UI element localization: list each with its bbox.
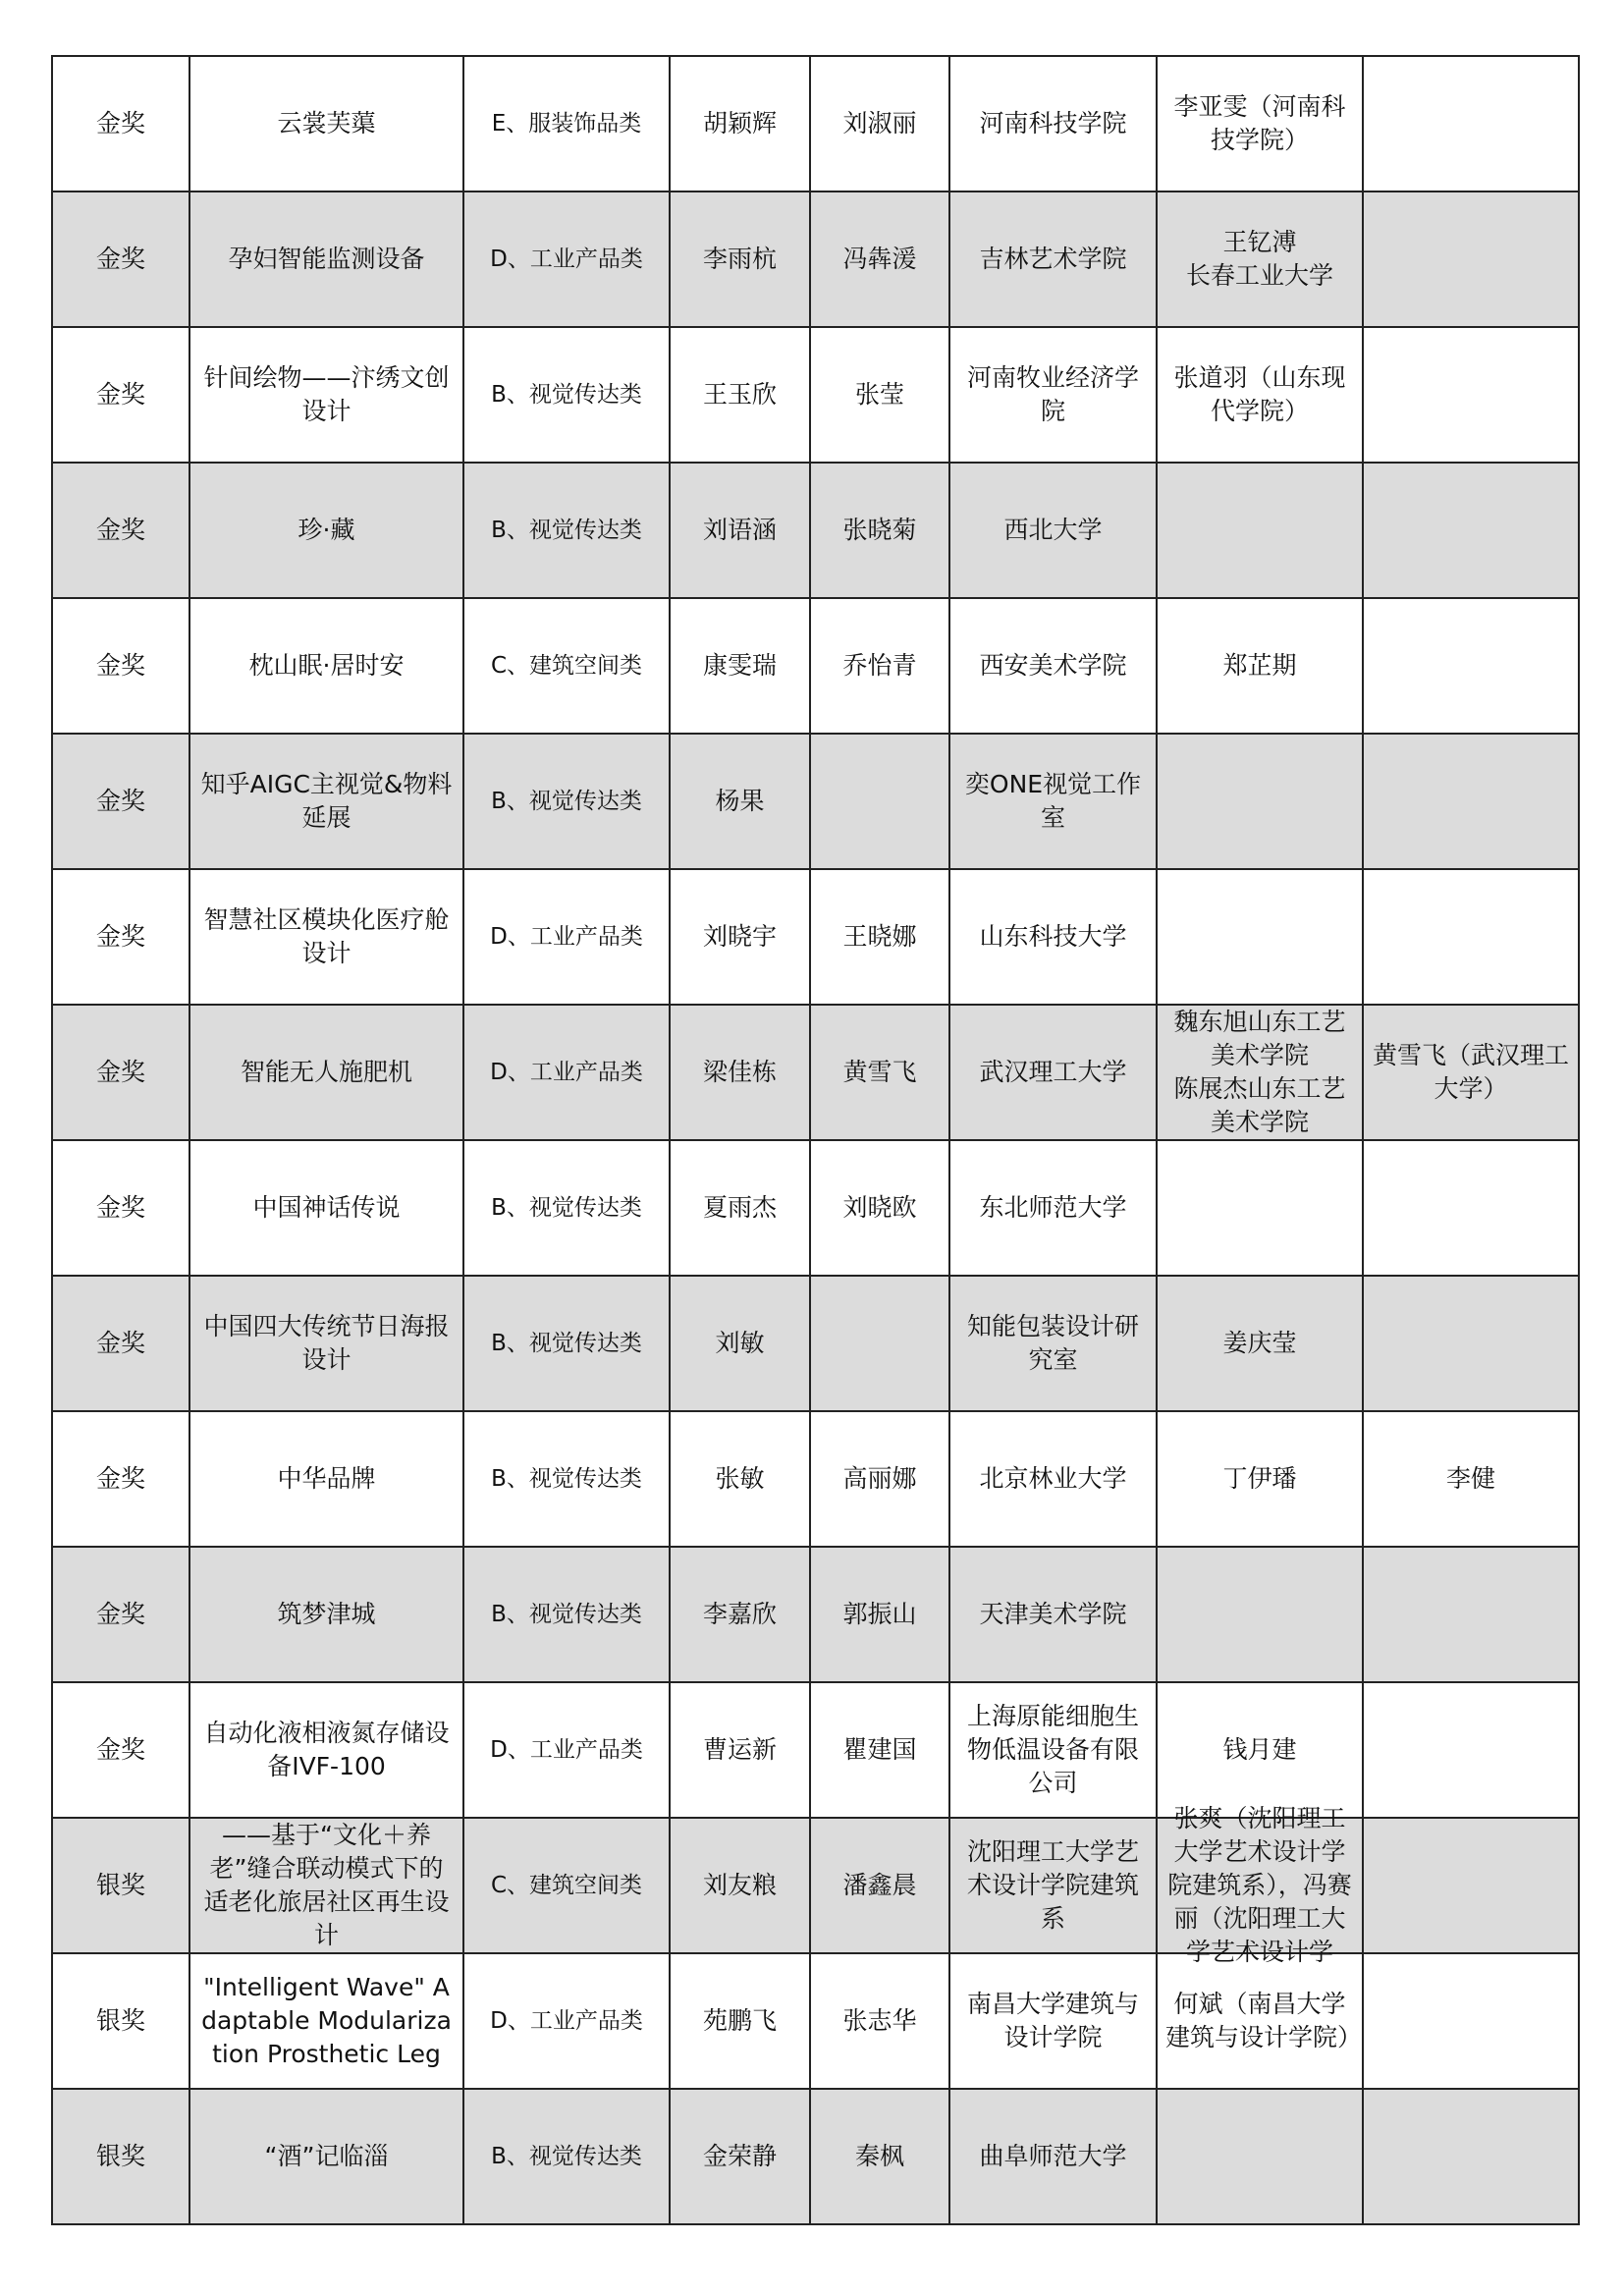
- unit-cell: [949, 1547, 1157, 1682]
- award-text: 银奖: [95, 1871, 145, 1899]
- unit-text: 河南牧业经济学院: [966, 363, 1139, 425]
- category-text: C、建筑空间类: [490, 1873, 643, 1898]
- author-text: 刘友粮: [702, 1871, 777, 1899]
- advisor-text: 张道羽（山东现代学院）: [1173, 363, 1346, 425]
- extra-text: 李健: [1445, 1464, 1495, 1493]
- partner-text: 张志华: [842, 2006, 917, 2035]
- category-cell: [463, 1682, 670, 1818]
- work-title-text: 珍·藏: [298, 516, 355, 544]
- partner-cell: [810, 1547, 949, 1682]
- category-cell: [463, 869, 670, 1005]
- category-cell: [463, 1953, 670, 2089]
- author-cell: [670, 327, 810, 463]
- partner-text: 郭振山: [842, 1600, 917, 1628]
- unit-text: 山东科技大学: [979, 922, 1127, 951]
- author-cell: [670, 1953, 810, 2089]
- extra-cell: [1363, 2089, 1579, 2224]
- extra-cell: [1363, 1547, 1579, 1682]
- category-text: C、建筑空间类: [490, 653, 643, 679]
- advisor-text: 郑芷期: [1222, 651, 1297, 680]
- category-text: B、视觉传达类: [491, 789, 642, 814]
- work-title-text: "Intelligent Wave" Adaptable Modularization Prosthetic Leg: [201, 1973, 452, 2068]
- unit-text: 知能包装设计研究室: [966, 1312, 1139, 1374]
- work-title-cell: [189, 327, 463, 463]
- work-title-cell: [189, 734, 463, 869]
- category-cell: [463, 1818, 670, 1953]
- category-cell: [463, 1411, 670, 1547]
- category-cell: [463, 1140, 670, 1276]
- partner-cell: [810, 1682, 949, 1818]
- author-cell: [670, 869, 810, 1005]
- work-title-text: “酒”记临淄: [264, 2142, 389, 2170]
- table-row: [52, 191, 1579, 327]
- work-title-text: 智能无人施肥机: [240, 1058, 412, 1086]
- advisor-cell: [1157, 1276, 1363, 1411]
- award-text: 金奖: [95, 651, 145, 680]
- work-title-cell: [189, 1276, 463, 1411]
- extra-cell: [1363, 463, 1579, 598]
- advisor-cell: [1157, 327, 1363, 463]
- work-title-cell: [189, 2089, 463, 2224]
- extra-cell: [1363, 327, 1579, 463]
- award-text: 金奖: [95, 245, 145, 273]
- author-text: 刘晓宇: [702, 922, 777, 951]
- author-text: 刘语涵: [702, 516, 777, 544]
- work-title-cell: [189, 1547, 463, 1682]
- category-cell: [463, 191, 670, 327]
- work-title-text: 中国神话传说: [252, 1193, 401, 1222]
- table-row: [52, 1140, 1579, 1276]
- partner-text: 张莹: [854, 380, 904, 409]
- category-text: E、服装饰品类: [491, 111, 642, 137]
- table-body: [52, 56, 1579, 2224]
- work-title-text: 孕妇智能监测设备: [228, 245, 425, 273]
- partner-text: 刘淑丽: [842, 109, 917, 137]
- table-row: [52, 869, 1579, 1005]
- advisor-text: 王钇溥 长春工业大学: [1185, 228, 1333, 290]
- work-title-cell: [189, 1411, 463, 1547]
- award-text: 金奖: [95, 1464, 145, 1493]
- work-title-cell: [189, 463, 463, 598]
- author-cell: [670, 191, 810, 327]
- category-text: B、视觉传达类: [491, 382, 642, 408]
- partner-text: 秦枫: [854, 2142, 904, 2170]
- author-text: 梁佳栋: [702, 1058, 777, 1086]
- unit-cell: [949, 598, 1157, 734]
- advisor-text: 丁伊璠: [1222, 1464, 1297, 1493]
- advisor-cell: [1157, 1804, 1363, 1966]
- category-cell: [463, 1005, 670, 1140]
- work-title-cell: [189, 869, 463, 1005]
- category-cell: [463, 56, 670, 191]
- work-title-cell: [189, 1953, 463, 2089]
- work-title-cell: [189, 1682, 463, 1818]
- extra-cell: [1363, 1276, 1579, 1411]
- partner-text: 瞿建国: [842, 1735, 917, 1764]
- author-cell: [670, 1276, 810, 1411]
- unit-cell: [949, 1411, 1157, 1547]
- advisor-cell: [1157, 598, 1363, 734]
- category-cell: [463, 1276, 670, 1411]
- award-cell: [52, 869, 189, 1005]
- author-cell: [670, 1140, 810, 1276]
- partner-cell: [810, 1276, 949, 1411]
- advisor-cell: [1157, 1140, 1363, 1276]
- partner-text: 潘鑫晨: [842, 1871, 917, 1899]
- award-text: 银奖: [95, 2006, 145, 2035]
- unit-text: 天津美术学院: [979, 1600, 1127, 1628]
- advisor-cell: [1157, 463, 1363, 598]
- award-text: 金奖: [95, 380, 145, 409]
- award-cell: [52, 1005, 189, 1140]
- unit-cell: [949, 56, 1157, 191]
- work-title-text: 枕山眠·居时安: [248, 651, 405, 680]
- author-cell: [670, 734, 810, 869]
- author-text: 康雯瑞: [702, 651, 777, 680]
- advisor-text: 钱月建: [1222, 1735, 1297, 1764]
- extra-cell: [1363, 734, 1579, 869]
- award-cell: [52, 56, 189, 191]
- table-row: [52, 1953, 1579, 2089]
- advisor-cell: [1157, 1953, 1363, 2089]
- author-cell: [670, 463, 810, 598]
- author-text: 杨果: [715, 787, 765, 815]
- unit-text: 南昌大学建筑与设计学院: [966, 1990, 1139, 2051]
- advisor-text: 张爽（沈阳理工大学艺术设计学院建筑系），冯赛丽（沈阳理工大学艺术设计学: [1167, 1804, 1352, 1966]
- category-text: B、视觉传达类: [491, 1331, 642, 1356]
- author-text: 苑鹏飞: [702, 2006, 777, 2035]
- award-text: 金奖: [95, 1735, 145, 1764]
- award-text: 金奖: [95, 1058, 145, 1086]
- partner-text: 冯犇湲: [842, 245, 917, 273]
- table-row: [52, 1276, 1579, 1411]
- advisor-text: 魏东旭山东工艺美术学院 陈展杰山东工艺美术学院: [1173, 1008, 1346, 1136]
- author-text: 金荣静: [702, 2142, 777, 2170]
- extra-cell: [1363, 598, 1579, 734]
- partner-text: 高丽娜: [842, 1464, 917, 1493]
- author-cell: [670, 598, 810, 734]
- partner-text: 乔怡青: [842, 651, 917, 680]
- unit-cell: [949, 1276, 1157, 1411]
- unit-cell: [949, 327, 1157, 463]
- advisor-text: 姜庆莹: [1222, 1329, 1297, 1357]
- work-title-cell: [189, 56, 463, 191]
- category-cell: [463, 1547, 670, 1682]
- work-title-cell: [189, 1140, 463, 1276]
- extra-cell: [1363, 1682, 1579, 1818]
- extra-cell: [1363, 1411, 1579, 1547]
- work-title-cell: [189, 598, 463, 734]
- partner-cell: [810, 1953, 949, 2089]
- category-cell: [463, 463, 670, 598]
- partner-text: 刘晓欧: [842, 1193, 917, 1222]
- partner-cell: [810, 734, 949, 869]
- category-cell: [463, 734, 670, 869]
- award-text: 金奖: [95, 109, 145, 137]
- unit-text: 曲阜师范大学: [979, 2142, 1127, 2170]
- partner-text: 张晓菊: [842, 516, 917, 544]
- table-row: [52, 1547, 1579, 1682]
- award-cell: [52, 734, 189, 869]
- category-text: B、视觉传达类: [491, 1466, 642, 1492]
- unit-cell: [949, 463, 1157, 598]
- author-text: 刘敏: [715, 1329, 765, 1357]
- award-cell: [52, 1547, 189, 1682]
- unit-cell: [949, 1682, 1157, 1818]
- table-row: [52, 56, 1579, 191]
- partner-cell: [810, 598, 949, 734]
- author-text: 李嘉欣: [702, 1600, 777, 1628]
- category-text: D、工业产品类: [490, 924, 643, 950]
- advisor-cell: [1157, 191, 1363, 327]
- award-text: 金奖: [95, 1193, 145, 1222]
- work-title-cell: [189, 1005, 463, 1140]
- advisor-cell: [1157, 1411, 1363, 1547]
- category-cell: [463, 598, 670, 734]
- partner-cell: [810, 1005, 949, 1140]
- unit-cell: [949, 1953, 1157, 2089]
- work-title-text: 筑梦津城: [277, 1600, 376, 1628]
- author-text: 胡颖辉: [702, 109, 777, 137]
- unit-text: 北京林业大学: [979, 1464, 1127, 1493]
- category-text: B、视觉传达类: [491, 2144, 642, 2169]
- unit-text: 河南科技学院: [979, 109, 1127, 137]
- advisor-cell: [1157, 1547, 1363, 1682]
- table-row: [52, 1818, 1579, 1953]
- award-cell: [52, 191, 189, 327]
- category-text: D、工业产品类: [490, 246, 643, 272]
- unit-text: 东北师范大学: [979, 1193, 1127, 1222]
- award-text: 金奖: [95, 787, 145, 815]
- table-row: [52, 734, 1579, 869]
- work-title-text: 中国四大传统节日海报设计: [203, 1312, 450, 1374]
- advisor-cell: [1157, 56, 1363, 191]
- author-cell: [670, 1411, 810, 1547]
- extra-cell: [1363, 1953, 1579, 2089]
- award-cell: [52, 327, 189, 463]
- unit-text: 西安美术学院: [979, 651, 1127, 680]
- category-text: D、工业产品类: [490, 2008, 643, 2034]
- award-cell: [52, 463, 189, 598]
- author-text: 曹运新: [702, 1735, 777, 1764]
- work-title-text: 知乎AIGC主视觉&物料延展: [200, 770, 453, 832]
- table-row: [52, 463, 1579, 598]
- author-cell: [670, 1005, 810, 1140]
- advisor-cell: [1157, 2089, 1363, 2224]
- partner-cell: [810, 327, 949, 463]
- category-text: D、工业产品类: [490, 1737, 643, 1763]
- table-row: [52, 598, 1579, 734]
- author-text: 夏雨杰: [702, 1193, 777, 1222]
- category-text: B、视觉传达类: [491, 518, 642, 543]
- award-cell: [52, 1953, 189, 2089]
- category-cell: [463, 327, 670, 463]
- award-text: 金奖: [95, 1329, 145, 1357]
- table-row: [52, 327, 1579, 463]
- award-cell: [52, 1140, 189, 1276]
- work-title-text: 云裳芙蕖: [277, 109, 376, 137]
- partner-cell: [810, 2089, 949, 2224]
- author-cell: [670, 56, 810, 191]
- extra-cell: [1363, 1140, 1579, 1276]
- award-cell: [52, 598, 189, 734]
- extra-text: 黄雪飞（武汉理工大学）: [1372, 1041, 1569, 1103]
- partner-cell: [810, 191, 949, 327]
- partner-cell: [810, 869, 949, 1005]
- advisor-text: 李亚雯（河南科技学院）: [1173, 92, 1346, 154]
- advisor-cell: [1157, 734, 1363, 869]
- table-row: [52, 1005, 1579, 1140]
- award-text: 金奖: [95, 1600, 145, 1628]
- advisor-cell: [1157, 869, 1363, 1005]
- unit-cell: [949, 869, 1157, 1005]
- work-title-text: 针间绘物——汴绣文创设计: [203, 363, 450, 425]
- award-cell: [52, 1682, 189, 1818]
- award-text: 金奖: [95, 516, 145, 544]
- work-title-text: ——基于“文化＋养老”缝合联动模式下的适老化旅居社区再生设计: [203, 1821, 450, 1949]
- partner-cell: [810, 1140, 949, 1276]
- work-title-text: 自动化液相液氮存储设备IVF-100: [203, 1719, 450, 1780]
- work-title-cell: [189, 191, 463, 327]
- awards-table: [51, 55, 1580, 2225]
- category-cell: [463, 2089, 670, 2224]
- extra-cell: [1363, 869, 1579, 1005]
- unit-text: 武汉理工大学: [979, 1058, 1127, 1086]
- extra-cell: [1363, 56, 1579, 191]
- award-cell: [52, 1411, 189, 1547]
- work-title-text: 智慧社区模块化医疗舱设计: [203, 905, 450, 967]
- unit-text: 奕ONE视觉工作室: [964, 770, 1142, 832]
- author-cell: [670, 2089, 810, 2224]
- unit-text: 上海原能细胞生物低温设备有限公司: [966, 1702, 1139, 1797]
- award-cell: [52, 1818, 189, 1953]
- award-text: 银奖: [95, 2142, 145, 2170]
- unit-cell: [949, 1005, 1157, 1140]
- unit-text: 西北大学: [1003, 516, 1103, 544]
- unit-cell: [949, 1818, 1157, 1953]
- partner-cell: [810, 1411, 949, 1547]
- table-row: [52, 1411, 1579, 1547]
- category-text: B、视觉传达类: [491, 1195, 642, 1221]
- unit-cell: [949, 191, 1157, 327]
- table-row: [52, 1682, 1579, 1818]
- unit-cell: [949, 1140, 1157, 1276]
- author-text: 王玉欣: [702, 380, 777, 409]
- unit-cell: [949, 734, 1157, 869]
- award-cell: [52, 1276, 189, 1411]
- unit-text: 沈阳理工大学艺术设计学院建筑系: [966, 1837, 1139, 1933]
- author-cell: [670, 1547, 810, 1682]
- author-cell: [670, 1682, 810, 1818]
- extra-cell: [1363, 1005, 1579, 1140]
- extra-cell: [1363, 1818, 1579, 1953]
- work-title-cell: [189, 1818, 463, 1953]
- category-text: B、视觉传达类: [491, 1602, 642, 1627]
- partner-cell: [810, 56, 949, 191]
- author-text: 李雨杭: [702, 245, 777, 273]
- advisor-text: 何斌（南昌大学建筑与设计学院）: [1165, 1990, 1363, 2051]
- advisor-cell: [1157, 1682, 1363, 1818]
- table-row: [52, 2089, 1579, 2224]
- partner-text: 黄雪飞: [842, 1058, 917, 1086]
- author-cell: [670, 1818, 810, 1953]
- advisor-cell: [1157, 1005, 1363, 1140]
- award-text: 金奖: [95, 922, 145, 951]
- unit-text: 吉林艺术学院: [979, 245, 1127, 273]
- unit-cell: [949, 2089, 1157, 2224]
- extra-cell: [1363, 191, 1579, 327]
- partner-cell: [810, 1818, 949, 1953]
- category-text: D、工业产品类: [490, 1060, 643, 1085]
- partner-text: 王晓娜: [842, 922, 917, 951]
- work-title-text: 中华品牌: [277, 1464, 376, 1493]
- author-text: 张敏: [715, 1464, 765, 1493]
- award-cell: [52, 2089, 189, 2224]
- partner-cell: [810, 463, 949, 598]
